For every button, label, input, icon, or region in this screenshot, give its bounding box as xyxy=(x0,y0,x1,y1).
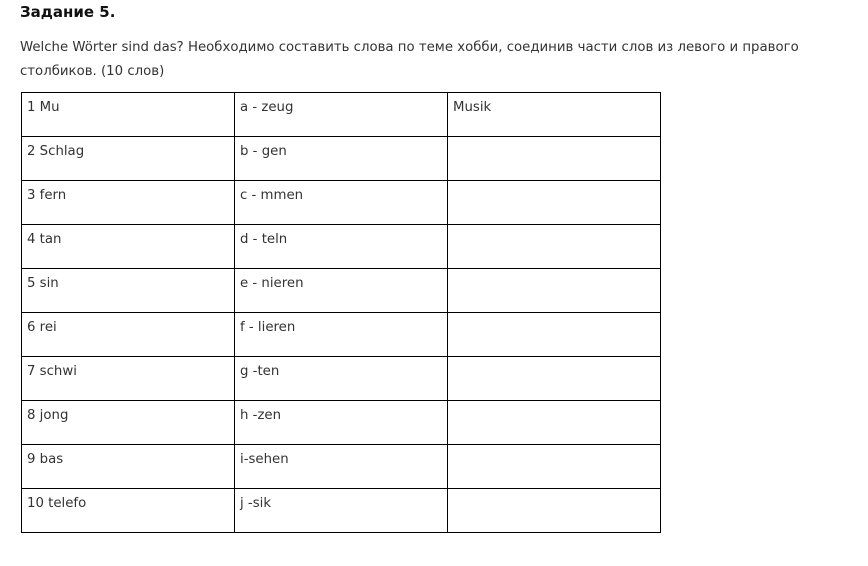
word-end-cell: a - zeug xyxy=(235,93,448,137)
task-title: Задание 5. xyxy=(20,3,116,21)
answer-cell xyxy=(448,269,661,313)
word-end-cell: j -sik xyxy=(235,489,448,533)
answer-cell xyxy=(448,357,661,401)
word-end-cell: i-sehen xyxy=(235,445,448,489)
table-row xyxy=(22,445,661,489)
table-row xyxy=(22,181,661,225)
word-end-cell: c - mmen xyxy=(235,181,448,225)
answer-cell xyxy=(448,181,661,225)
answer-cell xyxy=(448,313,661,357)
word-end-cell: g -ten xyxy=(235,357,448,401)
word-end-cell: d - teln xyxy=(235,225,448,269)
table-row xyxy=(22,489,661,533)
word-start-cell: 1 Mu xyxy=(22,93,235,137)
word-end-cell: h -zen xyxy=(235,401,448,445)
word-start-cell: 2 Schlag xyxy=(22,137,235,181)
word-end-cell: f - lieren xyxy=(235,313,448,357)
answer-cell xyxy=(448,225,661,269)
word-start-cell: 9 bas xyxy=(22,445,235,489)
answer-cell xyxy=(448,137,661,181)
table-row xyxy=(22,401,661,445)
table-row xyxy=(22,137,661,181)
table-row xyxy=(22,357,661,401)
word-start-cell: 10 telefo xyxy=(22,489,235,533)
word-start-cell: 7 schwi xyxy=(22,357,235,401)
table-row xyxy=(22,93,661,137)
word-start-cell: 8 jong xyxy=(22,401,235,445)
table-row xyxy=(22,225,661,269)
answer-cell xyxy=(448,489,661,533)
word-start-cell: 3 fern xyxy=(22,181,235,225)
answer-cell: Musik xyxy=(448,93,661,137)
table-row xyxy=(22,269,661,313)
task-instructions: Welche Wörter sind das? Необходимо составить слова по теме хобби, соединив части слов из левого и правого столбиков. (10 слов) xyxy=(20,40,799,79)
word-end-cell: e - nieren xyxy=(235,269,448,313)
table-row xyxy=(22,313,661,357)
word-end-cell: b - gen xyxy=(235,137,448,181)
answer-cell xyxy=(448,401,661,445)
word-parts-table xyxy=(21,92,661,533)
answer-cell xyxy=(448,445,661,489)
word-start-cell: 6 rei xyxy=(22,313,235,357)
word-start-cell: 4 tan xyxy=(22,225,235,269)
word-start-cell: 5 sin xyxy=(22,269,235,313)
